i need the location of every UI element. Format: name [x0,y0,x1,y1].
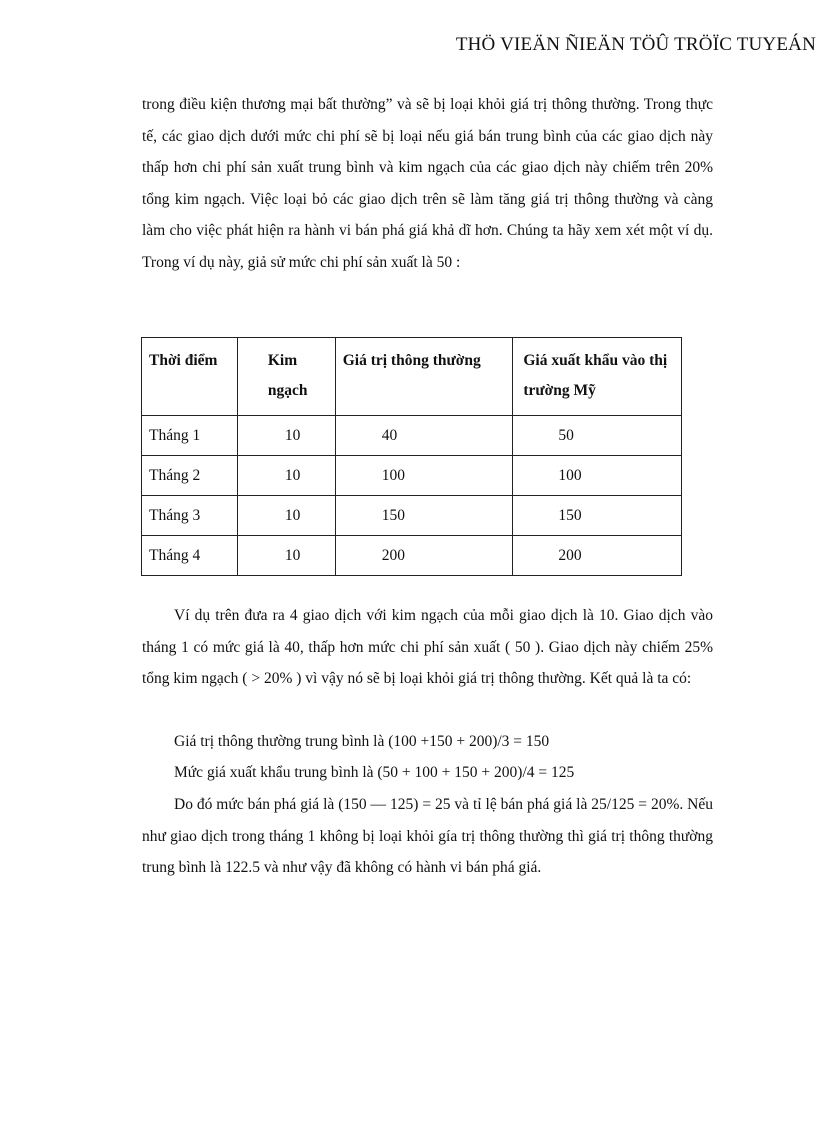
cell-time: Tháng 4 [142,536,238,576]
cell-export-price: 200 [513,536,682,576]
cell-export-price: 150 [513,496,682,536]
cell-time: Tháng 1 [142,416,238,456]
cell-normal-value: 200 [335,536,513,576]
cell-volume: 10 [237,456,335,496]
header-volume: Kim ngạch [237,338,335,416]
cell-normal-value: 100 [335,456,513,496]
paragraph-intro: trong điều kiện thương mại bất thường” và sẽ bị loại khỏi giá trị thông thường. Trong thực tế, các giao dịch dưới mức chi phí sẽ bị loại nếu giá bán trung bình của các giao dịch này thấp hơn chi phí sản xuất trung bình và kim ngạch của các giao dịch này chiếm trên 20% tổng kim ngạch. Việc loại bỏ các giao dịch trên sẽ làm tăng giá trị thông thường và càng làm cho việc phát hiện ra hành vi bán phá giá khả dĩ hơn. Chúng ta hãy xem xét một ví dụ. Trong ví dụ này, giả sử mức chi phí sản xuất là 50 : [142,96,713,271]
header-time: Thời điểm [142,338,238,416]
cell-time: Tháng 3 [142,496,238,536]
header-normal-value: Giá trị thông thường [335,338,513,416]
header-export-price: Giá xuất khẩu vào thị trường Mỹ [513,338,682,416]
table-row [142,416,682,456]
data-table [141,337,682,576]
table-row [142,456,682,496]
table-header-row [142,338,682,416]
cell-time: Tháng 2 [142,456,238,496]
paragraph-example: Ví dụ trên đưa ra 4 giao dịch với kim ngạch của mỗi giao dịch là 10. Giao dịch vào tháng 1 có mức giá là 40, thấp hơn mức chi phí sản xuất ( 50 ). Giao dịch này chiếm 25% tổng kim ngạch ( > 20% ) vì vậy nó sẽ bị loại khỏi giá trị thông thường. Kết quả là ta có: [142,607,713,687]
cell-export-price: 100 [513,456,682,496]
cell-volume: 10 [237,536,335,576]
page-header: THÖ VIEÄN ÑIEÄN TÖÛ TRÖÏC TUYEÁN [455,34,816,55]
table-row [142,536,682,576]
cell-normal-value: 150 [335,496,513,536]
line-normal-value-average: Giá trị thông thường trung bình là (100 +150 + 200)/3 = 150 [174,733,550,750]
paragraph-conclusion: Do đó mức bán phá giá là (150 — 125) = 25 và tỉ lệ bán phá giá là 25/125 = 20%. Nếu như giao dịch trong tháng 1 không bị loại khỏi gía trị thông thường thì giá trị thông thường trung bình là 122.5 và như vậy đã không có hành vi bán phá giá. [142,796,713,876]
cell-volume: 10 [237,416,335,456]
line-export-price-average: Mức giá xuất khẩu trung bình là (50 + 100 + 150 + 200)/4 = 125 [174,764,575,781]
cell-volume: 10 [237,496,335,536]
cell-normal-value: 40 [335,416,513,456]
cell-export-price: 50 [513,416,682,456]
table-row [142,496,682,536]
